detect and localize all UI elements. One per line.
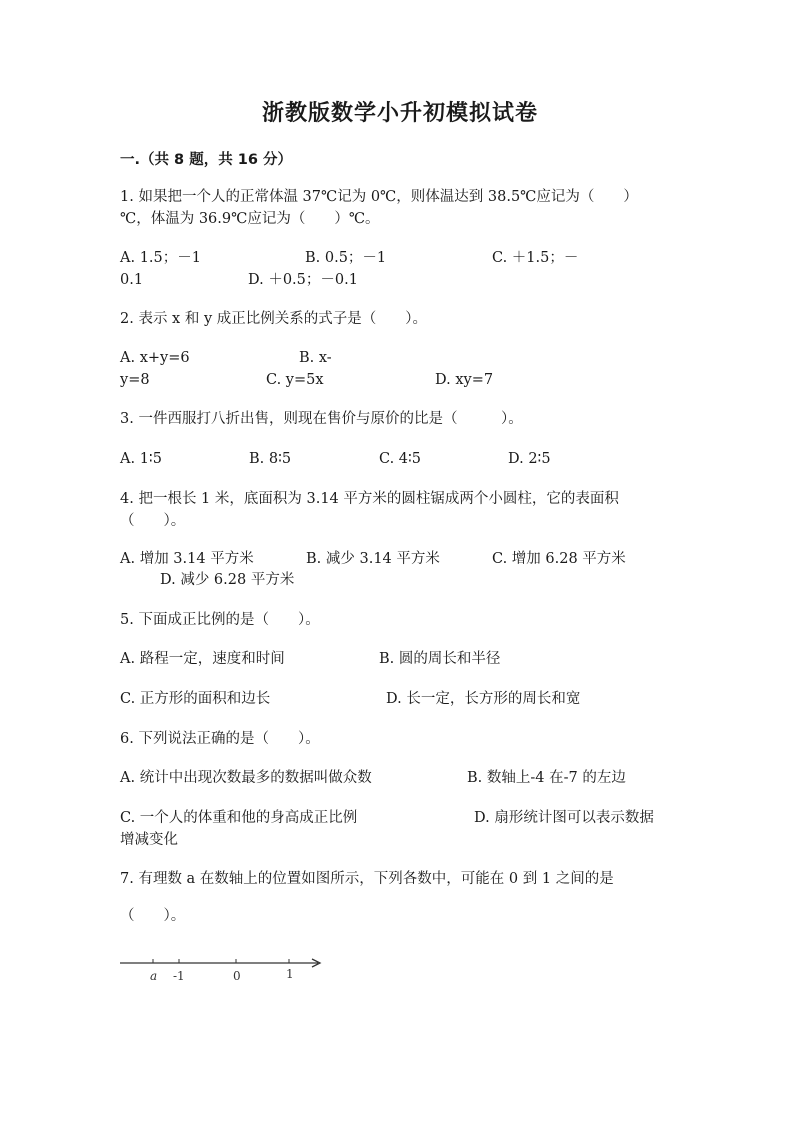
q2-option-b[interactable]: B. x-	[299, 350, 332, 366]
q3-option-c[interactable]: C. 4∶5	[379, 451, 422, 467]
q2-option-d[interactable]: D. xy=7	[435, 372, 494, 388]
q1-option-d[interactable]: D. ＋0.5；－0.1	[248, 272, 358, 288]
section-header: 一.（共 8 题，共 16 分）	[120, 152, 292, 168]
q1-stem-line1: 1. 如果把一个人的正常体温 37℃记为 0℃，则体温达到 38.5℃应记为（ ）	[120, 189, 638, 205]
q4-option-a[interactable]: A. 增加 3.14 平方米	[120, 551, 254, 567]
q7-stem-line2: （ ）。	[120, 908, 186, 924]
q3-option-a[interactable]: A. 1∶5	[120, 451, 162, 467]
q6-option-d-cont: 增减变化	[120, 832, 178, 848]
label-0: 0	[233, 969, 241, 983]
q6-option-c[interactable]: C. 一个人的体重和他的身高成正比例	[120, 810, 358, 826]
q5-option-d[interactable]: D. 长一定，长方形的周长和宽	[386, 691, 581, 707]
q5-stem: 5. 下面成正比例的是（ ）。	[120, 612, 320, 628]
number-line	[118, 952, 328, 988]
q1-option-c-cont: 0.1	[120, 272, 144, 288]
q1-option-b[interactable]: B. 0.5；－1	[305, 250, 387, 266]
q6-option-a[interactable]: A. 统计中出现次数最多的数据叫做众数	[120, 770, 372, 786]
q5-option-c[interactable]: C. 正方形的面积和边长	[120, 691, 271, 707]
label-minus-1: -1	[173, 969, 185, 983]
q5-option-a[interactable]: A. 路程一定，速度和时间	[120, 651, 285, 667]
q3-stem: 3. 一件西服打八折出售，则现在售价与原价的比是（ ）。	[120, 411, 523, 427]
q1-option-a[interactable]: A. 1.5；－1	[120, 250, 201, 266]
q1-stem-line2: ℃，体温为 36.9℃应记为（ ）℃。	[120, 211, 380, 227]
q4-option-b[interactable]: B. 减少 3.14 平方米	[306, 551, 440, 567]
q2-option-a[interactable]: A. x+y=6	[120, 350, 190, 366]
q2-option-c[interactable]: C. y=5x	[266, 372, 324, 388]
q7-stem-line1: 7. 有理数 a 在数轴上的位置如图所示，下列各数中，可能在 0 到 1 之间的是	[120, 871, 614, 887]
q2-option-b-cont: y=8	[120, 372, 150, 388]
page-title: 浙教版数学小升初模拟试卷	[261, 101, 538, 126]
q4-option-c[interactable]: C. 增加 6.28 平方米	[492, 551, 626, 567]
q5-option-b[interactable]: B. 圆的周长和半径	[379, 651, 501, 667]
q4-stem-line2: （ ）。	[120, 513, 186, 529]
label-1: 1	[286, 967, 294, 981]
q3-option-b[interactable]: B. 8∶5	[249, 451, 292, 467]
q3-option-d[interactable]: D. 2∶5	[508, 451, 551, 467]
q6-stem: 6. 下列说法正确的是（ ）。	[120, 731, 320, 747]
q4-option-d[interactable]: D. 减少 6.28 平方米	[160, 572, 295, 588]
q1-option-c[interactable]: C. ＋1.5；－	[492, 250, 579, 266]
q2-stem: 2. 表示 x 和 y 成正比例关系的式子是（ ）。	[120, 311, 427, 327]
label-a: a	[150, 969, 158, 983]
q4-stem-line1: 4. 把一根长 1 米，底面积为 3.14 平方米的圆柱锯成两个小圆柱，它的表面积	[120, 491, 619, 507]
q6-option-b[interactable]: B. 数轴上-4 在-7 的左边	[467, 770, 626, 786]
q6-option-d[interactable]: D. 扇形统计图可以表示数据	[474, 810, 654, 826]
